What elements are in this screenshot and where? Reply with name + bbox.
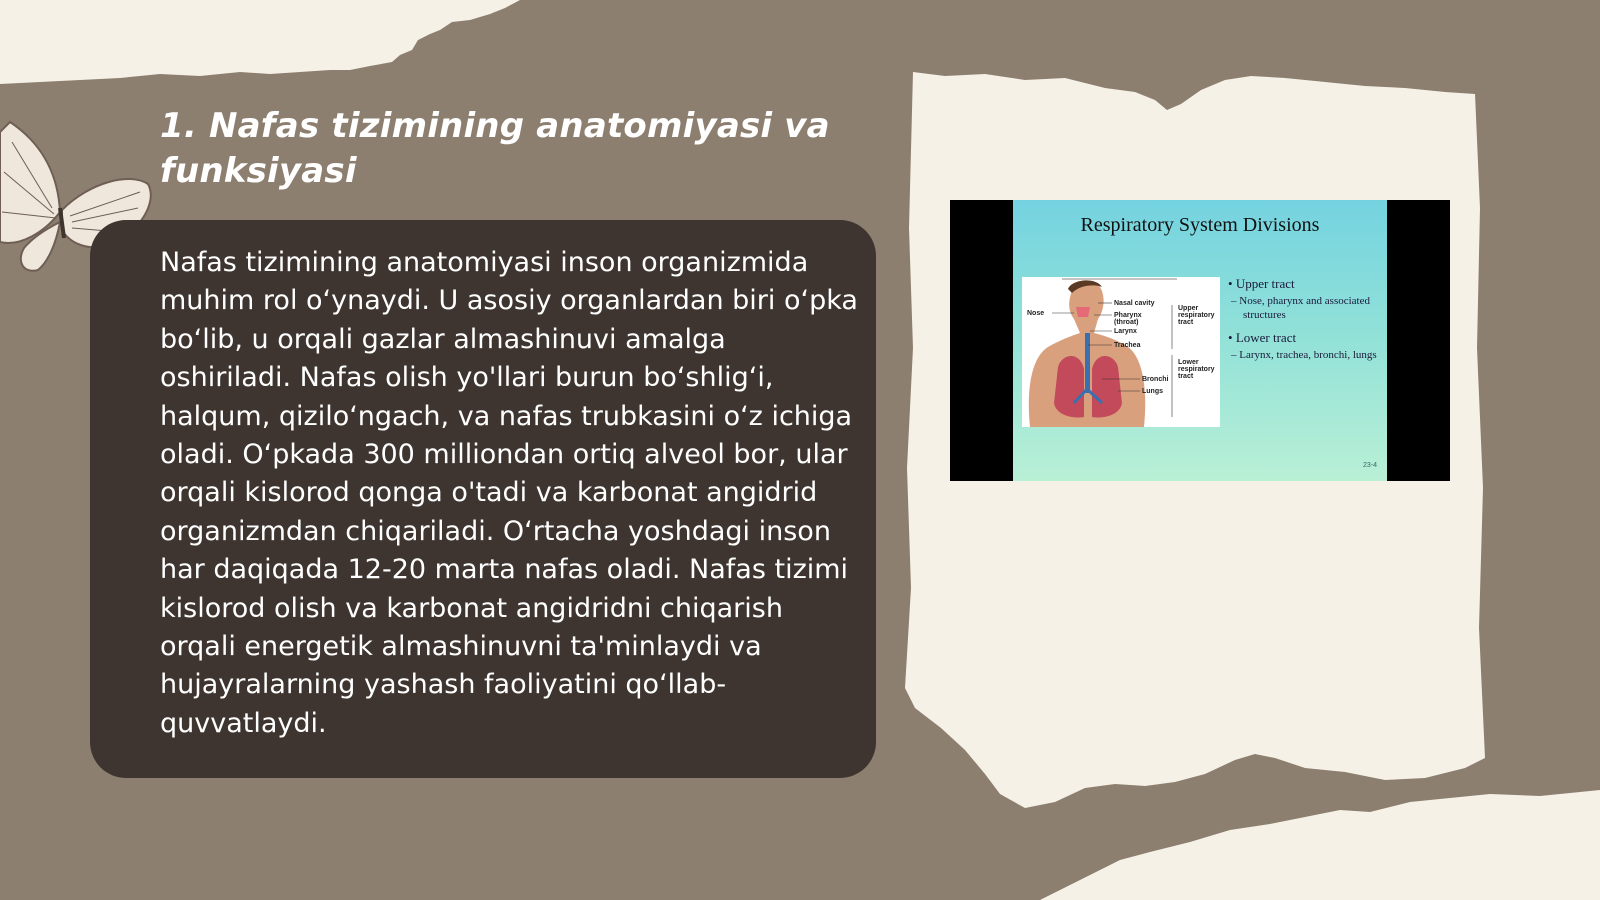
respiratory-anatomy-figure	[1022, 277, 1220, 427]
embedded-bullet-list	[1228, 276, 1383, 370]
embedded-slide-image	[950, 200, 1450, 481]
label-upper-respiratory-tract: Upper respiratory tract	[1178, 305, 1215, 326]
bullet-lower-tract-detail: – Larynx, trachea, bronchi, lungs	[1243, 348, 1383, 362]
embedded-slide-number: 23-4	[1362, 462, 1377, 469]
embedded-slide-title: Respiratory System Divisions	[1080, 214, 1320, 236]
label-nose: Nose	[1027, 310, 1045, 317]
slide-body-text: Nafas tizimining anatomiyasi inson organizmida muhim rol o‘ynaydi. U asosiy organlardan biri o‘pka bo‘lib, u orqali gazlar almashinuvi amalga oshiriladi. Nafas olish yo'llari burun bo‘shlig‘i, halqum, qizilo‘ngach, va nafas trubkasini o‘z ichiga oladi. O‘pkada 300 milliondan ortiq alveol bor, ular orqali kislorod qonga o'tadi va karbonat angidrid organizmdan chiqariladi. O‘rtacha yoshdagi inson har daqiqada 12-20 marta nafas oladi. Nafas tizimi kislorod olish va karbonat angidridni chiqarish orqali energetik almashinuvni ta'minlaydi va hujayralarning yashash faoliyatini qo‘llab-quvvatlaydi.	[160, 247, 858, 739]
label-larynx: Larynx	[1114, 328, 1137, 335]
torn-paper-top-decoration	[0, 0, 520, 90]
label-trachea: Trachea	[1114, 342, 1141, 349]
label-lower-respiratory-tract: Lower respiratory tract	[1178, 359, 1215, 380]
bullet-upper-tract: • Upper tract	[1228, 276, 1383, 292]
bullet-upper-tract-detail: – Nose, pharynx and associated structures	[1243, 294, 1383, 322]
bullet-lower-tract: • Lower tract	[1228, 330, 1383, 346]
label-nasal-cavity: Nasal cavity	[1114, 300, 1155, 307]
label-bronchi: Bronchi	[1142, 376, 1169, 383]
label-pharynx: Pharynx (throat)	[1114, 312, 1142, 326]
embedded-slide-content	[1013, 200, 1387, 481]
slide-title: 1. Nafas tizimining anatomiyasi va funksiyasi	[160, 106, 830, 191]
label-lungs: Lungs	[1142, 388, 1163, 395]
